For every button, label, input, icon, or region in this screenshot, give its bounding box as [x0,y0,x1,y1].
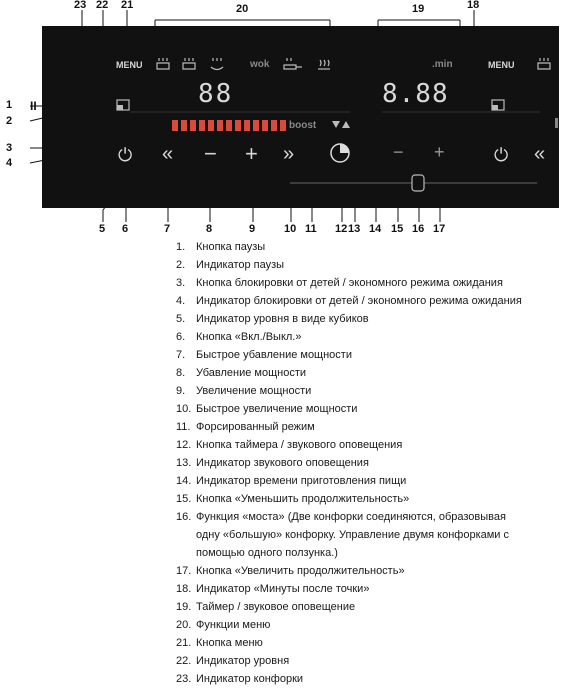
legend-item: 9. Увеличение мощности [176,385,312,397]
callout-21: 21 [121,0,134,11]
legend-item-continuation: помощью одного ползунка.) [196,547,338,559]
timer-increase-button[interactable]: + [434,142,445,162]
legend-item: 3. Кнопка блокировки от детей / экономного режима ожидания [176,277,503,289]
control-panel [42,26,559,208]
wok-label: wok [250,59,270,70]
callout-12: 12 [335,223,348,235]
level-indicator-display: 88 [198,79,234,109]
legend-item: 7. Быстрое убавление мощности [176,349,352,361]
legend-item: 19. Таймер / звуковое оповещение [176,601,356,613]
callout-1: 1 [6,99,13,111]
legend-item: 12. Кнопка таймера / звукового оповещения [176,439,403,451]
legend-item: 21. Кнопка меню [176,637,263,649]
callout-17: 17 [433,223,446,235]
callout-13: 13 [348,223,361,235]
legend-item: 23. Индикатор конфорки [176,673,304,685]
callout-3: 3 [6,142,13,154]
legend-item: 17. Кнопка «Увеличить продолжительность» [176,565,405,577]
callout-16: 16 [412,223,425,235]
menu-button-right[interactable]: MENU [488,60,515,70]
legend-item: 18. Индикатор «Минуты после точки» [176,583,370,595]
callout-5: 5 [99,223,106,235]
on-off-button[interactable]: ⏻ [118,145,133,165]
callout-4: 4 [6,157,13,169]
legend-item: 15. Кнопка «Уменьшить продолжительность» [176,493,410,505]
boost-label[interactable]: boost [289,120,317,131]
legend-item-continuation: одну «большую» конфорку. Управление двумя конфорками с [196,529,510,541]
callout-20: 20 [236,3,249,15]
legend-item: 22. Индикатор уровня [176,655,290,667]
callout-9: 9 [249,223,256,235]
legend-item: 13. Индикатор звукового оповещения [176,457,369,469]
callout-23: 23 [74,0,87,11]
fast-decrease-button-right[interactable]: « [534,143,546,165]
minutes-after-dot-label: .min [432,59,453,70]
fast-increase-button[interactable]: » [283,143,295,165]
callout-2: 2 [6,115,13,127]
decrease-button[interactable]: − [204,141,217,166]
callout-7: 7 [164,223,171,235]
timer-decrease-button[interactable]: − [393,142,404,162]
fast-decrease-button[interactable]: « [162,143,174,165]
timer-display: 8.88 [382,79,449,109]
legend-item: 16. Функция «моста» (Две конфорки соединяются, образовывая [176,511,506,523]
callout-22: 22 [96,0,109,11]
callout-18: 18 [467,0,480,11]
callout-10: 10 [284,223,297,235]
callout-15: 15 [391,223,404,235]
callout-8: 8 [206,223,213,235]
legend-item: 14. Индикатор времени приготовления пищи [176,475,407,487]
legend-item: 8. Убавление мощности [176,367,307,379]
legend-item: 2. Индикатор паузы [176,259,285,271]
legend-item: 1. Кнопка паузы [176,241,266,253]
increase-button[interactable]: + [245,141,258,166]
legend-item: 20. Функции меню [176,619,271,631]
menu-button-left[interactable]: MENU [116,60,143,70]
legend-item: 5. Индикатор уровня в виде кубиков [176,313,369,325]
legend-item: 10. Быстрое увеличение мощности [176,403,358,415]
callout-11: 11 [305,223,317,235]
on-off-button-right[interactable]: ⏻ [494,145,509,165]
pause-icon: II [30,99,37,113]
legend-item: 4. Индикатор блокировки от детей / экономного режима ожидания [176,295,522,307]
legend-item: 11. Форсированный режим [176,421,315,433]
callout-19: 19 [412,3,425,15]
callout-14: 14 [369,223,382,235]
legend-item: 6. Кнопка «Вкл./Выкл.» [176,331,302,343]
callout-6: 6 [122,223,129,235]
